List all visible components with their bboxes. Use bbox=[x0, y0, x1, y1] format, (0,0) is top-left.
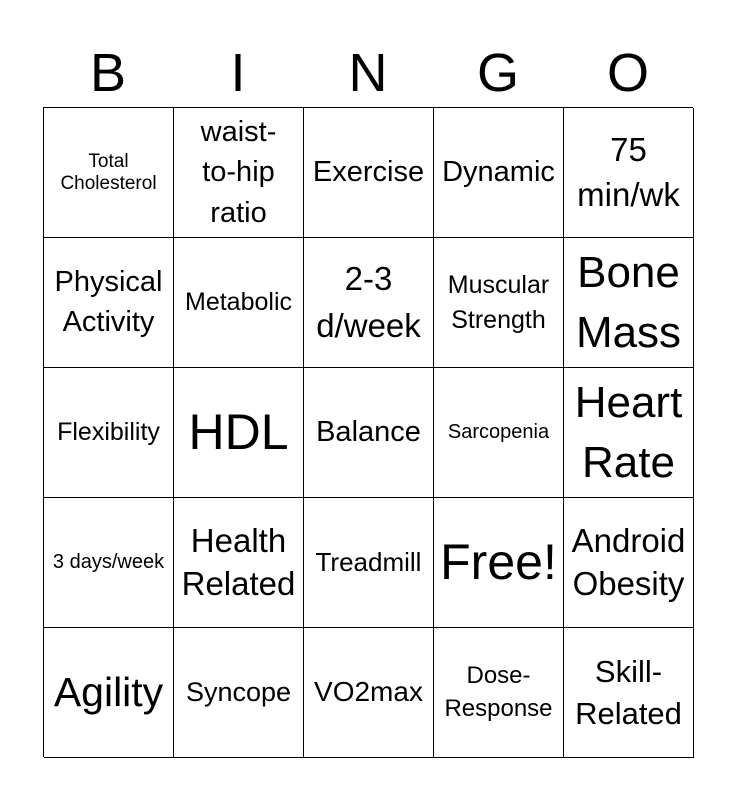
bingo-cell[interactable] bbox=[434, 238, 564, 368]
cell-text: 3 days/week bbox=[52, 551, 165, 573]
bingo-cell[interactable] bbox=[44, 498, 174, 628]
bingo-cell[interactable] bbox=[44, 108, 174, 238]
cell-text: Total Cholesterol bbox=[60, 150, 157, 194]
bingo-cell[interactable] bbox=[174, 108, 304, 238]
bingo-cell[interactable] bbox=[564, 368, 694, 498]
bingo-cell[interactable] bbox=[304, 498, 434, 628]
bingo-cell[interactable] bbox=[304, 628, 434, 758]
bingo-cell[interactable] bbox=[174, 498, 304, 628]
bingo-cell[interactable] bbox=[174, 238, 304, 368]
cell-text: Exercise bbox=[312, 155, 425, 188]
cell-text: Muscular Strength bbox=[447, 270, 550, 334]
cell-text: Metabolic bbox=[185, 288, 292, 317]
bingo-cell[interactable] bbox=[44, 368, 174, 498]
header-letter-o: O bbox=[606, 43, 649, 103]
cell-text: waist-to-hip ratio bbox=[200, 115, 277, 229]
bingo-cell[interactable] bbox=[564, 238, 694, 368]
cell-text: 75 min/wk bbox=[577, 130, 680, 213]
cell-text: Health Related bbox=[181, 521, 296, 602]
cell-text: Syncope bbox=[185, 676, 292, 707]
cell-text: HDL bbox=[188, 403, 289, 460]
cell-text: Heart Rate bbox=[574, 378, 683, 487]
cell-text: VO2max bbox=[314, 676, 423, 708]
bingo-cell[interactable] bbox=[44, 628, 174, 758]
bingo-header bbox=[43, 40, 693, 106]
bingo-cell[interactable] bbox=[434, 498, 564, 628]
bingo-cell[interactable] bbox=[44, 238, 174, 368]
cell-text: Sarcopenia bbox=[447, 421, 550, 443]
bingo-board bbox=[43, 107, 693, 757]
bingo-cell[interactable] bbox=[434, 368, 564, 498]
bingo-cell[interactable] bbox=[304, 238, 434, 368]
bingo-cell[interactable] bbox=[434, 108, 564, 238]
header-letter-i: I bbox=[230, 43, 246, 103]
cell-text: Dose-Response bbox=[444, 662, 553, 722]
cell-text: Flexibility bbox=[57, 418, 160, 447]
header-letter-g: G bbox=[476, 43, 519, 103]
bingo-cell[interactable] bbox=[564, 628, 694, 758]
cell-text: Balance bbox=[316, 415, 421, 448]
cell-text: Dynamic bbox=[442, 155, 555, 188]
bingo-cell[interactable] bbox=[434, 628, 564, 758]
bingo-cell[interactable] bbox=[174, 368, 304, 498]
bingo-cell[interactable] bbox=[564, 498, 694, 628]
cell-text: 2-3 d/week bbox=[316, 260, 421, 344]
cell-text: Treadmill bbox=[315, 546, 422, 577]
cell-text: Physical Activity bbox=[54, 266, 163, 338]
bingo-cell[interactable] bbox=[564, 108, 694, 238]
cell-text: Bone Mass bbox=[575, 248, 682, 357]
header-letter-n: N bbox=[348, 43, 388, 103]
cell-text: Agility bbox=[53, 668, 164, 715]
bingo-cell[interactable] bbox=[304, 368, 434, 498]
cell-text: Free! bbox=[440, 533, 557, 590]
bingo-cell[interactable] bbox=[174, 628, 304, 758]
header-letter-b: B bbox=[89, 43, 127, 103]
cell-text: Android Obesity bbox=[571, 521, 686, 602]
cell-text: Skill-Related bbox=[575, 653, 682, 731]
bingo-cell[interactable] bbox=[304, 108, 434, 238]
